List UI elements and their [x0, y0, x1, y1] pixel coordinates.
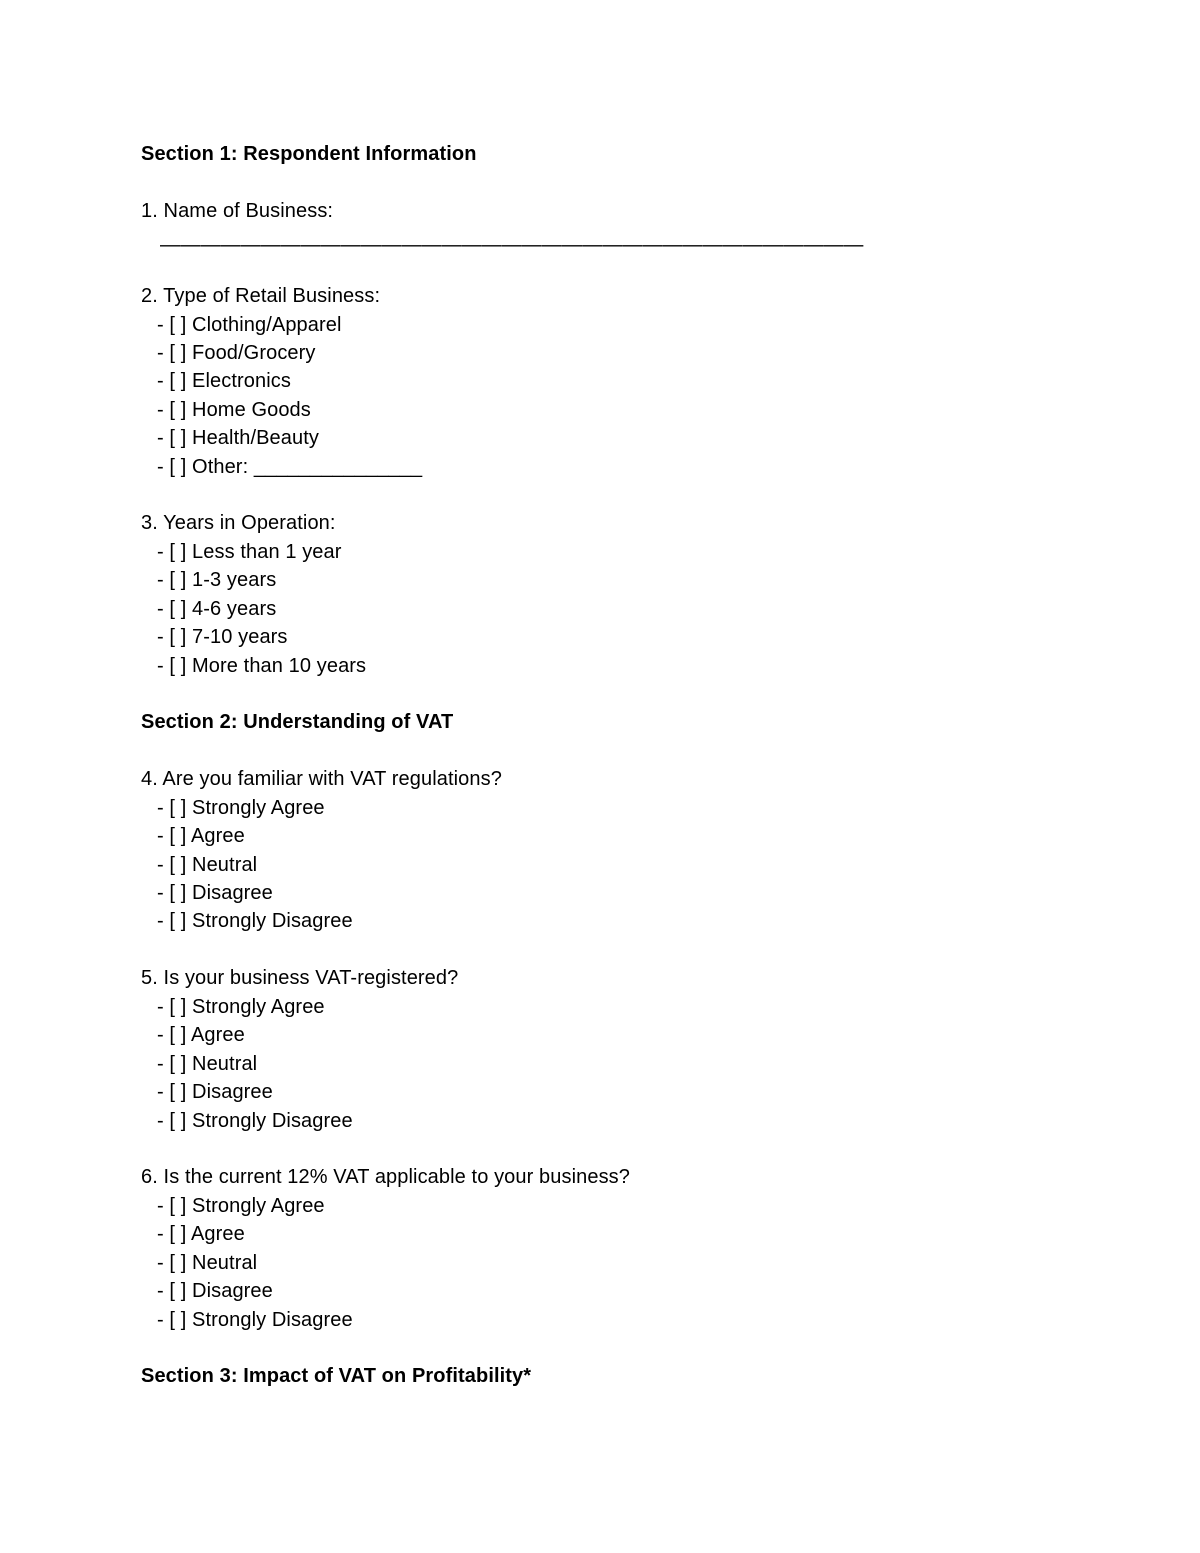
question-1: 1. Name of Business: — [141, 200, 334, 222]
question-6: 6. Is the current 12% VAT applicable to your business? — [141, 1166, 631, 1188]
question-3-option: - [ ] 4-6 years — [157, 598, 277, 620]
question-2-option: - [ ] Clothing/Apparel — [157, 314, 342, 336]
question-2-option: - [ ] Other: _______________ — [157, 456, 423, 478]
section-3-heading: Section 3: Impact of VAT on Profitability* — [141, 1365, 532, 1387]
question-6-option: - [ ] Disagree — [157, 1280, 273, 1302]
question-3-option: - [ ] Less than 1 year — [157, 541, 342, 563]
question-3-option: - [ ] 1-3 years — [157, 569, 277, 591]
question-3-option: - [ ] More than 10 years — [157, 655, 367, 677]
question-5-option: - [ ] Agree — [157, 1024, 245, 1046]
question-6-option: - [ ] Strongly Disagree — [157, 1309, 353, 1331]
question-5-option: - [ ] Strongly Agree — [157, 996, 325, 1018]
question-6-option: - [ ] Neutral — [157, 1252, 258, 1274]
question-6-option: - [ ] Strongly Agree — [157, 1195, 325, 1217]
question-4-option: - [ ] Strongly Agree — [157, 797, 325, 819]
question-1-answer-blank: ——————————————————————————————————— — [160, 234, 864, 256]
question-4-option: - [ ] Agree — [157, 825, 245, 847]
question-5-option: - [ ] Strongly Disagree — [157, 1110, 353, 1132]
question-4: 4. Are you familiar with VAT regulations? — [141, 768, 502, 790]
question-5: 5. Is your business VAT-registered? — [141, 967, 459, 989]
question-5-option: - [ ] Disagree — [157, 1081, 273, 1103]
question-4-option: - [ ] Disagree — [157, 882, 273, 904]
question-4-option: - [ ] Strongly Disagree — [157, 910, 353, 932]
question-4-option: - [ ] Neutral — [157, 854, 258, 876]
question-2-option: - [ ] Food/Grocery — [157, 342, 316, 364]
question-2-option: - [ ] Electronics — [157, 370, 291, 392]
question-2-option: - [ ] Home Goods — [157, 399, 311, 421]
question-5-option: - [ ] Neutral — [157, 1053, 258, 1075]
question-3-option: - [ ] 7-10 years — [157, 626, 288, 648]
section-1-heading: Section 1: Respondent Information — [141, 143, 477, 165]
section-2-heading: Section 2: Understanding of VAT — [141, 711, 454, 733]
question-2-option: - [ ] Health/Beauty — [157, 427, 319, 449]
question-3: 3. Years in Operation: — [141, 512, 336, 534]
question-2: 2. Type of Retail Business: — [141, 285, 381, 307]
question-6-option: - [ ] Agree — [157, 1223, 245, 1245]
